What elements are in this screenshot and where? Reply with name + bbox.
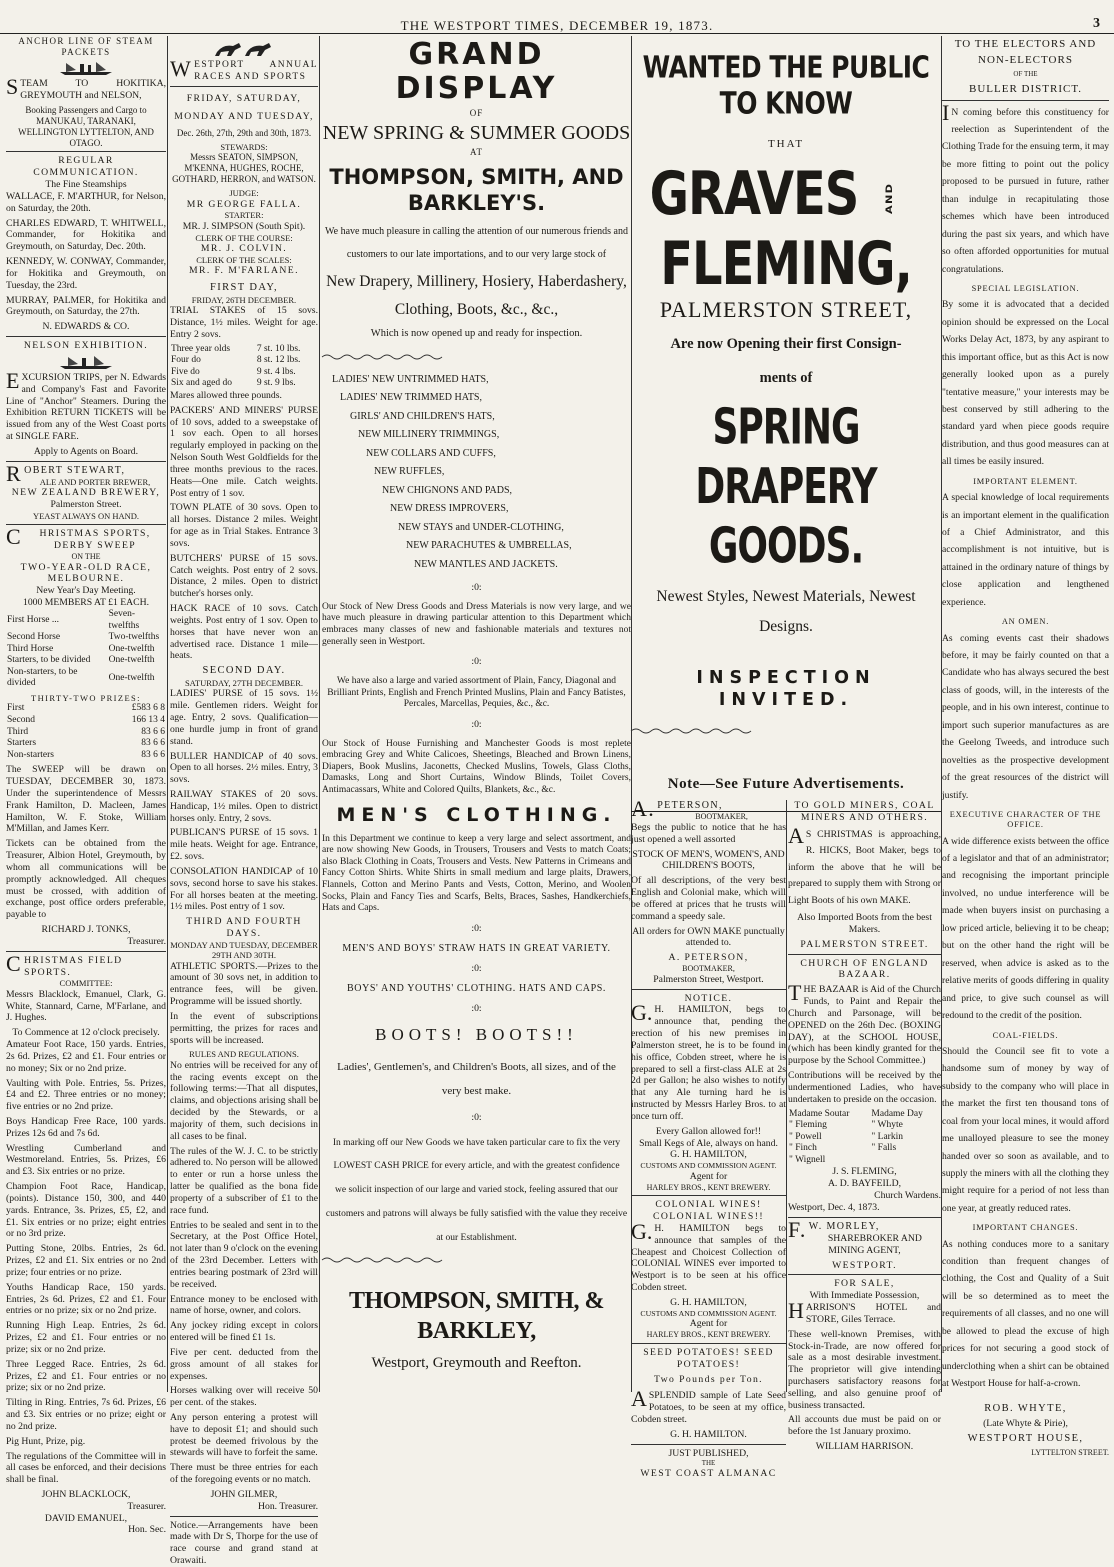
morley-town: WESTPORT. (832, 1259, 897, 1271)
table-row: Six and aged do 9 st. 9 lbs. (171, 378, 296, 389)
wardens-role: Church Wardens. (874, 1190, 941, 1202)
peterson-name: A.PETERSON, (631, 796, 723, 821)
list-item: NEW MILLINERY TRIMMINGS, (358, 429, 500, 441)
course-notice: Notice.—Arrangements have been made with Dr S, Thorpe for the use of race course and grand stand at Orawaiti. (170, 1519, 318, 1567)
tonks-signature: RICHARD J. TONKS, (41, 924, 131, 936)
judge-heading: JUDGE: (229, 188, 259, 199)
table-row: Four do 8 st. 12 lbs. (171, 355, 301, 366)
boys-clothing-line: BOYS' AND YOUTHS' CLOTHING. HATS AND CAPS. (346, 982, 606, 994)
small-ads (631, 796, 941, 1479)
harrison-signature: WILLIAM HARRISON. (815, 1441, 914, 1453)
column-rule (167, 36, 168, 1392)
list-item: LADIES' NEW TRIMMED HATS, (340, 392, 482, 404)
notice-heading: NOTICE. (684, 992, 733, 1004)
wavy-divider (631, 727, 751, 735)
list-item: NEW DRESS IMPROVERS, (390, 503, 509, 515)
first-day-heading: FIRST DAY, (209, 282, 279, 294)
hamilton-small-kegs: Small Kegs of Ale, always on hand. (639, 1137, 778, 1149)
table-row: First Horse ... Seven-twelfths (7, 608, 140, 631)
weights-table (170, 344, 318, 390)
mares-allowance: Mares allowed three pounds. (170, 390, 282, 401)
coal-fields-heading: COAL-FIELDS. (992, 1030, 1059, 1040)
xmas-race: TWO-YEAR-OLD RACE, MELBOURNE. (20, 561, 152, 585)
important-element-heading: IMPORTANT ELEMENT. (973, 476, 1078, 486)
tsb-footer: THOMPSON, SMITH, & BARKLEY, (348, 1288, 604, 1345)
committee-list: Messrs Blacklock, Emanuel, Clark, G. White, Stannard, Carne, M'Farlane, and J. Hughes. (6, 988, 166, 1024)
event-item: Youths Handicap Race, 150 yards. Entries, 2s 6d. Prizes, £2 and £1. Four entries or no prize; six or no 2nd prize. (6, 1281, 166, 1317)
anchor-booking: Booking Passengers and Cargo to MANUKAU, TARANAKI, WELLINGTON LYTTELTON, AND OTAGO. (18, 104, 154, 148)
table-row: First £583 6 8 (7, 703, 165, 714)
race-dates: Dec. 26th, 27th, 29th and 30th, 1873. (176, 128, 312, 139)
small-ads-right (788, 800, 941, 1453)
rule-item: Entries to be sealed and sent in to the Secretary, at the Post Office Hotel, not later than 9 o'clock on the evening of the 23rd December. Letters with entries bearing postmark of 23rd will be received. (170, 1219, 318, 1290)
stewart-street: Palmerston Street. (50, 499, 122, 511)
peterson-address: Palmerston Street, Westport. (653, 973, 764, 985)
table-row: Non-starters, to be divided One-twelfth (7, 666, 155, 689)
table-row: Three year olds 7 st. 10 lbs. (171, 343, 301, 354)
table-row: " Fleming " Whyte (789, 1120, 903, 1131)
important-element-text: A special knowledge of local requirements is an important element in the qualification of a Chief Administrator, and this accomplishment is not intuitive, but is attained in the ordinary nature of things by close application and lengthened experience. (942, 492, 1109, 608)
mens-clothing-text: In this Department we continue to keep a very large and select assortment, and are now showing New Goods, in Trousers, Trousers and Vests to match Coats; also Black Clothing in Coats, Trousers and Vests. New Patterns in Crimeans and Fancy Cotton Shirts. White Shirts in small medium and large plaits, Drawers, Flannels, Cotton and Merino Pants and Vests, Cotton, Merino, and Woolen Socks, Plain and Fancy Ties and Scarfs, Belts, Braces, Sashes, Handkerchiefs, Hats and Caps. (322, 833, 631, 914)
third-fourth-heading: THIRD AND FOURTH DAYS. (186, 916, 302, 940)
important-changes-heading: IMPORTANT CHANGES. (972, 1223, 1079, 1233)
hamilton-ale-notice: G.H. HAMILTON, begs to announce that, pending the erection of his new premises in Palmerston street, he is to be found in his office, Cobden street, where he is prepared to sell a first-class ALE at 2s 2d per Gallon; he also wishes to notify that any Ale turning hard he is instructed by Messrs Harley Bros. to at once turn off. (631, 1000, 786, 1122)
just-published: JUST PUBLISHED, (668, 1447, 749, 1459)
horse-race-icon (209, 38, 279, 58)
marking-line: LOWEST CASH PRICE for every article, and with the greatest confidence (333, 1161, 620, 1172)
rule-item: Entrance money to be enclosed with name of horse, owner, and colors. (170, 1293, 318, 1317)
rule-item: Any jockey riding except in colors entered will be fined £1 1s. (170, 1320, 318, 1344)
section-divider: :0: (471, 718, 482, 730)
gold-miners-heading: TO GOLD MINERS, COAL MINERS AND OTHERS. (794, 800, 935, 823)
omen-heading: AN OMEN. (1001, 617, 1050, 627)
field-sports-heading: CHRISTMAS FIELD SPORTS. (6, 950, 123, 978)
hamilton-sign: G. H. HAMILTON, (670, 1296, 747, 1308)
hicks-street: PALMERSTON STREET. (800, 938, 929, 950)
list-item: NEW PARACHUTES & UMBRELLAS, (406, 540, 572, 552)
opening-line: ments of (759, 370, 813, 387)
drapery-headline: New Drapery, Millinery, Hosiery, Haberdashery, (326, 272, 627, 290)
list-item: NEW STAYS and UNDER-CLOTHING, (398, 521, 564, 533)
newspaper-title: THE WESTPORT TIMES, DECEMBER 19, 1873. (400, 18, 714, 33)
railway-stakes: RAILWAY STAKES of 20 sovs. Handicap, 1½ miles. Open to district horses only. Entry, 2 sovs. (170, 789, 318, 824)
marking-line: we solicit inspection of our large and varied stock, feeling assured that our (335, 1185, 618, 1195)
section-divider: :0: (471, 656, 482, 668)
and-word: AND (885, 182, 896, 214)
spring-drapery-headline: SPRING DRAPERY GOODS. (695, 400, 877, 575)
column-3 (322, 36, 631, 1392)
seed-price: Two Pounds per Ton. (653, 1374, 764, 1386)
graves-fleming-headline (631, 159, 941, 299)
almanac-title: WEST COAST ALMANAC (640, 1467, 777, 1479)
newest-line: Newest Styles, Newest Materials, Newest (656, 588, 916, 606)
peterson-sign: A. PETERSON, (668, 952, 749, 964)
emanuel-signature: DAVID EMANUEL, (44, 1512, 128, 1524)
table-row: Five do 9 st. 4 lbs. (171, 366, 296, 377)
third-fourth-date: MONDAY AND TUESDAY, DECEMBER 29TH AND 30TH. (170, 939, 318, 961)
church-bazaar-heading: CHURCH OF ENGLAND BAZAAR. (800, 957, 929, 981)
first-day-date: FRIDAY, 26TH DECEMBER. (191, 294, 297, 305)
morley-trade: SHAREBROKER AND MINING AGENT, (827, 1232, 922, 1256)
wardens-date: Westport, Dec. 4, 1873. (788, 1201, 880, 1213)
marking-line: at our Establishment. (436, 1232, 517, 1243)
small-ads-left (631, 796, 786, 1480)
clerk-scales-name: MR. F. M'FARLANE. (189, 265, 299, 277)
tickets-text: Tickets can be obtained from the Treasurer, Albion Hotel, Greymouth, by whom all communications will be promptly acknowledged. All cheques must be crossed, with addition of exchange, post office orders preferable, payable to (6, 838, 166, 921)
list-item: GIRLS' AND CHILDREN'S HATS, (350, 410, 495, 422)
for-sale-accounts: All accounts due must be paid on or before the 1st January proximo. (788, 1414, 941, 1438)
list-item: NEW COLLARS AND CUFFS, (366, 447, 496, 459)
tsb-headline: THOMPSON, SMITH, AND BARKLEY'S. (329, 164, 624, 215)
excursion-text: EXCURSION TRIPS, per N. Edwards and Company's Fast and Favorite Line of "Anchor" Steamers. During the Exhibition RETURN TICKETS will be issued from any of the West Coast ports at SINGLE FARE. (6, 367, 166, 443)
seed-potatoes-heading: SEED POTATOES! SEED POTATOES! (643, 1346, 774, 1370)
peterson-text2: Of all descriptions, of the very best English and Colonial make, which will be offered at prices that he trusts will command a speedy sale. (631, 875, 786, 922)
stewart-name: ROBERT STEWART, (6, 460, 126, 486)
clerk-course-heading: CLERK OF THE COURSE: (195, 232, 293, 243)
table-row: Second 166 13 4 (7, 714, 165, 725)
for-sale-sub: With Immediate Possession, (809, 1290, 920, 1302)
table-row: Third Horse One-twelfth (7, 643, 155, 654)
list-item: NEW CHIGNONS AND PADS, (382, 484, 513, 496)
event-item: Three Legged Race. Entries, 2s 6d. Prizes, £2 and £1. Four entries or no prize; six or no 2nd prize. (6, 1358, 166, 1394)
prints-text: We have also a large and varied assortment of Plain, Fancy, Diagonal and Brilliant Prints, English and French Printed Muslins, Plain and Fancy Batistes, Percales, Marcellas, Pequies, &c., &c. (327, 676, 626, 710)
blacklock-signature: JOHN BLACKLOCK, (41, 1489, 131, 1500)
prizes-table (6, 703, 166, 761)
publicans-purse: PUBLICAN'S PURSE of 15 sovs. 1 mile heats. Weight for age. Entrance, £2. sovs. (170, 827, 318, 863)
section-divider: :0: (471, 922, 482, 934)
omen-text: As coming events cast their shadows before, it may be fairly counted on that a Candidate who has always secured the best class of goods, will, in the interests of the people, and in his own interest, continue to import such superior manufactures as are the Geelong Tweeds, and introduce such novelties as the prospective development of the great resources of the district will justify. (942, 632, 1109, 801)
hamilton-wines-notice: G.H. HAMILTON begs to announce that samples of the Cheapest and Choicest Collection of COLONIAL WINES ever imported to Westport is to be seen at his office Cobden street. (631, 1218, 786, 1294)
hack-race: HACK RACE of 10 sovs. Catch weights. Post entry of 1 sov. Open to horses that have never won an advertised race. Distance 1 mile—heats. (170, 603, 318, 662)
palmerston-street-headline: PALMERSTON STREET, (659, 297, 913, 323)
subscriptions-note: In the event of subscriptions permitting, the prizes for races and sports will be increased. (170, 1010, 318, 1046)
event-item: Putting Stone, 20lbs. Entries, 2s 6d. Prizes, £2 and £1. Six entries or no 2nd prize; four entries or no prize. (6, 1243, 166, 1278)
peterson-text: Begs the public to notice that he has just opened a well assorted (631, 821, 786, 845)
section-divider: :0: (471, 1111, 482, 1123)
anchor-line-text: STEAM TO HOKITIKA, GREYMOUTH and NELSON, (6, 73, 166, 101)
table-row: Second Horse Two-twelfths (7, 632, 160, 643)
list-item: NEW RUFFLES, (374, 466, 445, 478)
wavy-divider (322, 1256, 442, 1264)
event-item: Wrestling Cumberland and Westmoreland. Entries, 5s. Prizes, £6 and £3. Six entries or no prize. (6, 1142, 166, 1178)
warden-name: J. S. FLEMING, (832, 1166, 897, 1178)
fleming-word: FLEMING, (660, 229, 912, 300)
electors-heading: NON-ELECTORS (978, 54, 1073, 66)
warden-name: A. D. BAYFEILD, (827, 1178, 902, 1190)
electors-heading: TO THE ELECTORS AND (954, 38, 1097, 50)
almanac-the: THE (701, 1459, 716, 1468)
stock-dress-text: Our Stock of New Dress Goods and Dress Materials is now very large, and we have much pleasure in drawing particular attention to this Department which embraces many classes of new and fashionable materials and textures not generally seen in Westport. (322, 601, 631, 647)
rule-item: Five per cent. deducted from the gross amount of all stakes for expenses. (170, 1346, 318, 1382)
colonial-wines-heading: COLONIAL WINES! COLONIAL WINES!! (653, 1199, 764, 1223)
xmas-meeting: New Year's Day Meeting. (36, 585, 136, 597)
rule-item: The rules of the W. J. C. to be strictly adhered to. No person will be allowed to enter or run a horse unless the latter be qualified as the bona fide property of a subscriber of £1 to the race fund. (170, 1145, 318, 1216)
event-item: Amateur Foot Race, 150 yards. Entries, 2s 6d. Prizes, £2 and £1. Four entries or no money; Six or no 2nd prize. (6, 1039, 166, 1074)
clothing-headline: Clothing, Boots, &c., &c., (394, 300, 559, 318)
seed-sign: G. H. HAMILTON. (670, 1428, 747, 1440)
boots-line: very best make. (441, 1085, 512, 1098)
hamilton-harley: HARLEY BROS., KENT BREWERY. (646, 1182, 771, 1192)
peterson-trade: BOOTMAKER, (695, 812, 748, 822)
boots-headline: BOOTS! BOOTS!! (375, 1024, 578, 1044)
items-list (322, 371, 631, 575)
hamilton-role: CUSTOMS AND COMMISSION AGENT. (640, 1161, 777, 1171)
xmas-members: 1000 MEMBERS AT £1 EACH. (22, 597, 150, 609)
ship-schedule: MURRAY, PALMER, for Hokitika and Greymouth, on Saturday, the 27th. (6, 294, 166, 318)
executive-heading: EXECUTIVE CHARACTER OF THE OFFICE. (949, 810, 1102, 830)
event-item: Champion Foot Race, Handicap, (points). Distance 150, 300, and 440 yards. Entrance, 3s. Prizes, £5, £2, and £1. Six entries or no prize; eight entries or no 3rd prize. (6, 1181, 166, 1240)
column-4 (631, 36, 941, 1479)
wanted-headline: WANTED THE PUBLIC TO KNOW (642, 50, 930, 121)
masthead (0, 6, 1114, 34)
horse-shares-table (6, 609, 166, 690)
coal-fields-text: Should the Council see fit to vote a handsome sum of money by way of subsidy to the company who will place in the market the first ten thousand tons of coal from your local mines, it would afford me unalloyed pleasure to see the money handed over so soon as available, and to supply the miners with all the clothing they might require for a period of not less than one year, at greatly reduced rates. (942, 1045, 1109, 1214)
peterson-stock: STOCK OF MEN'S, WOMEN'S, AND CHILDREN'S BOOTS, (632, 848, 785, 872)
for-sale-text: These well-known Premises, with Stock-in-Trade, are now offered for sale as a most desirable investment. The proprietor will give intending purchasers satisfactory reasons for selling, and also genuine proof of business transacted. (788, 1328, 941, 1411)
prizes-heading: THIRTY-TWO PRIZES: (31, 693, 141, 704)
contributions-text: Contributions will be received by the undermentioned Ladies, who have undertaken to preside on the occasion. (788, 1070, 941, 1105)
trial-stakes: TRIAL STAKES of 15 sovs. Distance, 1½ miles. Weight for age. Entry 2 sovs. (170, 305, 318, 340)
mens-clothing-headline: MEN'S CLOTHING. (336, 804, 617, 827)
table-row: Non-starters 83 6 6 (7, 749, 165, 760)
packers-purse: PACKERS' AND MINERS' PURSE of 10 sovs, added to a sweepstake of 1 sov each. Open to all horses regularly employed in packing on the Nelson South West Goldfields for the three months previous to the races. Heats—One mile. Catch weights. Post entry of 1 sov. (170, 404, 318, 499)
column-5 (942, 36, 1109, 1458)
table-row: Third 83 6 6 (7, 726, 165, 737)
house-furnishing-text: Our Stock of House Furnishing and Manchester Goods is most replete embracing Grey and White Calicoes, Sheetings, Bleached and Brown Linens, Diapers, Book Muslins, Jaconetts, Checked Muslins, Towels, Glass Cloths, Damasks, Long and Short Curtains, Window Blinds, Toilet Covers, Antimacassars, White and Colored Quilts, Blankets, &c., &c. (322, 738, 631, 795)
executive-text: A wide difference exists between the office of a legislator and that of an administrator; and recognising the important principle involved, no undue interference will be made when buyers insist on purchasing a low priced article, believing it to be cheap; but on the other hand the right will be reserved, when advice is asked as to the relative merits of goods differing in quality and price, to give such counsel as will redound to the credit of the position. (942, 835, 1109, 1022)
stewart-trade: ALE AND PORTER BREWER, (39, 476, 151, 487)
special-legislation-text: By some it is advocated that a decided opinion should be expressed on the Local Works Delay Act, 1873, by any aspirant to this important office, but as this Act is now generally looked upon as a purely "tentative measure," your interests may be best conserved by still adhering to the standard yard when piece goods require distribution, and thus good measures can at all times be easily insured. (942, 299, 1109, 468)
hamilton-agent: Agent for (689, 1318, 728, 1330)
consolation-handicap: CONSOLATION HANDICAP of 10 sovs, second horse to save his stakes. For all horses beaten at the meeting. 1½ miles. Post entry of 1 sov. (170, 865, 318, 913)
hamilton-agent: Agent for (689, 1170, 728, 1182)
xmas-on: ON THE (71, 551, 101, 561)
newest-line: Designs. (759, 618, 813, 636)
stewart-yeast: YEAST ALWAYS ON HAND. (32, 510, 140, 521)
table-row: Starters 83 6 6 (7, 738, 165, 749)
of-the-label: OF THE (1013, 70, 1038, 78)
stewart-brewery: NEW ZEALAND BREWERY, (11, 487, 161, 499)
event-item: Pig Hunt, Prize, pig. (6, 1435, 86, 1447)
clerk-scales-heading: CLERK OF THE SCALES: (196, 254, 292, 265)
intro-line: We have much pleasure in calling the attention of our numerous friends and (325, 225, 628, 237)
stewards-list: Messrs SEATON, SIMPSON, M'KENNA, HUGHES, ROCHE, GOTHARD, HERRON, and WATSON. (172, 152, 316, 185)
tonks-role: Treasurer. (127, 935, 166, 947)
rule-item: There must be three entries for each of the foregoing events or no match. (170, 1462, 318, 1486)
grand-display-headline: GRAND DISPLAY (395, 37, 558, 106)
hamilton-role: CUSTOMS AND COMMISSION AGENT. (640, 1308, 777, 1318)
straw-hats-line: MEN'S AND BOYS' STRAW HATS IN GREAT VARIETY. (342, 942, 611, 954)
regular-communication: REGULAR COMMUNICATION. (33, 155, 139, 179)
list-item: LADIES' NEW UNTRIMMED HATS, (332, 373, 489, 385)
gilmer-role: Hon. Treasurer. (257, 1500, 318, 1512)
hicks-also: Also Imported Boots from the best Makers. (797, 912, 932, 935)
hamilton-every-gallon: Every Gallon allowed for!! (655, 1125, 762, 1137)
fine-steamships: The Fine Steamships (45, 179, 127, 191)
nelson-exhibition-heading: NELSON EXHIBITION. (23, 340, 149, 352)
table-row: " Wignell (789, 1154, 826, 1165)
ladies-table (788, 1109, 941, 1167)
sweep-draw: The SWEEP will be drawn on TUESDAY, DECEMBER 30, 1873. Under the superintendence of Messrs Frank Hamilton, D. Macleen, James Hamilton, W. F. Stoke, William M'Millan, and James Kerr. (6, 764, 166, 835)
section-divider: :0: (471, 962, 482, 974)
inspection-invited: INSPECTION INVITED. (696, 668, 876, 710)
clerk-course-name: MR. J. COLVIN. (200, 243, 288, 255)
xmas-sports-heading: CHRISTMAS SPORTS, DERBY SWEEP (6, 524, 151, 552)
intro-line: customers to our late importations, and to our very large stock of (346, 248, 607, 260)
peterson-orders: All orders for OWN MAKE punctually attended to. (632, 925, 785, 949)
ship-schedule: WALLACE, F. M'ARTHUR, for Nelson, on Saturday, the 20th. (6, 190, 166, 214)
table-row: Starters, to be divided One-twelfth (7, 655, 155, 666)
stewards-heading: STEWARDS: (220, 142, 268, 153)
event-item: Vaulting with Pole. Entries, 5s. Prizes, £4 and £2. Three entries or no money; five entries or no 2nd prize. (6, 1077, 166, 1113)
peterson-sign-trade: BOOTMAKER, (682, 964, 735, 974)
races-heading: WESTPORT ANNUAL RACES AND SPORTS (170, 56, 318, 82)
westport-house: WESTPORT HOUSE, (967, 1433, 1084, 1445)
signature-role: Hon. Sec. (128, 1524, 166, 1536)
opening-line: Are now Opening their first Consign- (670, 336, 902, 353)
section-divider: :0: (471, 1002, 482, 1014)
marking-line: In marking off our New Goods we have taken particular care to fix the very (332, 1137, 621, 1148)
steamship-icon (56, 60, 116, 76)
anchor-line-heading: ANCHOR LINE OF STEAM PACKETS (18, 36, 154, 57)
ladies-purse: LADIES' PURSE of 15 sovs. 1½ mile. Gentlemen riders. Weight for age. Entry, 2 sovs. Qualification—one hurdle jump in front of grand stand. (170, 688, 318, 747)
buller-district: BULLER DISTRICT. (969, 82, 1082, 95)
column-2 (170, 36, 318, 1567)
lyttelton-street: LYTTELTON STREET. (1031, 1448, 1109, 1458)
rule-item: Horses walking over will receive 50 per cent. of the stakes. (170, 1385, 318, 1409)
wavy-divider (322, 353, 442, 361)
towns-line: Westport, Greymouth and Reefton. (371, 1355, 582, 1372)
intro-text: IN coming before this constituency for reelection as Superintendent of the Clothing Trade for the ensuing term, it may be more fitting to point out the policy proposed to be pursued in future, rather than indulge in recapitulating those schemes which have been introduced during the past six years, and which have so often afforded opportunities for mutual congratulations. (942, 99, 1109, 275)
new-spring-headline: NEW SPRING & SUMMER GOODS (322, 121, 631, 144)
steamship-icon (56, 354, 116, 370)
buller-handicap: BULLER HANDICAP of 40 sovs. Open to all horses. 2½ miles. Entry, 3 sovs. (170, 750, 318, 786)
commence-time: To Commence at 12 o'clock precisely. (12, 1027, 160, 1039)
page-number: 3 (1093, 16, 1100, 31)
hamilton-sign: G. H. HAMILTON, (670, 1149, 747, 1161)
signature-role: Treasurer. (127, 1500, 166, 1512)
rules-heading: RULES AND REGULATIONS. (189, 1049, 299, 1060)
harrisons-hotel: HARRISON'S HOTEL and STORE, Giles Terrace. (788, 1298, 941, 1325)
town-plate: TOWN PLATE of 30 sovs. Open to all horses. Distance 2 miles. Weight for age as in Trial Stakes. Entrance 3 sovs. (170, 502, 318, 549)
of-label: OF (469, 108, 484, 118)
ship-schedule: CHARLES EDWARD, T. WHITWELL, Commander, for Hokitika and Greymouth, on Saturday, Dec. 20th. (6, 217, 166, 253)
butchers-purse: BUTCHERS' PURSE of 15 sovs. Catch weights. Post entry of 2 sovs. Distance, 2 miles. Open to district butcher's horses only. (170, 552, 318, 600)
starter-name: MR. J. SIMPSON (South Spit). (182, 220, 306, 232)
athletic-sports: ATHLETIC SPORTS.—Prizes to the amount of 30 sovs net, in addition to entrance fees, will be given. Programme will be issued shortly. (170, 960, 318, 1008)
that-label: THAT (767, 138, 805, 150)
whyte-signature: ROB. WHYTE, (984, 1402, 1067, 1414)
seed-text: ASPLENDID sample of Late Seed Potatoes, to be seen at my office, Cobden street. (631, 1386, 786, 1425)
ship-schedule: KENNEDY, W. CONWAY, Commander, for Hokitika and Greymouth, on Tuesday, the 23rd. (6, 256, 166, 291)
starter-heading: STARTER: (224, 210, 264, 221)
hicks-text: AS CHRISTMAS is approaching, R. HICKS, Boot Maker, begs to inform the above that he will be prepared to supply them with Strong or Light Boots of his own MAKE. (788, 822, 941, 906)
morley-name: F.W. MORLEY, (788, 1216, 880, 1242)
table-row: " Finch " Falls (789, 1143, 897, 1154)
committee-heading: COMMITTEE: (59, 978, 113, 989)
list-item: NEW MANTLES AND JACKETS. (414, 558, 558, 570)
special-legislation-heading: SPECIAL LEGISLATION. (971, 284, 1080, 294)
bazaar-text: THE BAZAAR is Aid of the Church Funds, to Paint and Repair the Church and Parsonage, will be OPENED on the 26th Dec. (BOXING DAY), at the SCHOOL HOUSE, (which has been kindly granted for the purpose by the School Committee.) (788, 980, 941, 1067)
at-label: AT (470, 146, 483, 157)
for-sale-heading: FOR SALE, (834, 1278, 895, 1290)
table-row: Madame Soutar Madame Day (789, 1108, 923, 1119)
event-item: Tilting in Ring. Entries, 7s 6d. Prizes, £6 and £3. Six entries or no prize; eight or no 2nd prize. (6, 1397, 166, 1432)
judge-name: MR GEORGE FALLA. (186, 198, 302, 210)
graves-word: GRAVES (649, 159, 859, 230)
whyte-sub: (Late Whyte & Pirie), (983, 1418, 1068, 1430)
event-item: Boys Handicap Free Race, 100 yards. Prizes 12s 6d and 7s 6d. (6, 1115, 166, 1139)
second-day-date: SATURDAY, 27TH DECEMBER. (184, 678, 304, 689)
marking-line: customers and patrons will always be fully satisfied with the value they receive (325, 1208, 628, 1219)
important-changes-text: As nothing conduces more to a sanitary condition than frequent changes of clothing, the Cost and Quality of a Suit will be so determined as to meet the requirements of all classes, and no one will be allowed to plead the excuse of high prices for not securing a good stock of underclothing when a shirt can be obtained at Westport House for half-a-crown. (942, 1238, 1109, 1390)
apply-agents: Apply to Agents on Board. (33, 445, 139, 457)
event-item: Running High Leap. Entries, 2s 6d. Prizes, £2 and £1. Four entries or no prize; six or no 2nd prize. (6, 1320, 166, 1355)
boots-line: Ladies', Gentlemen's, and Children's Boots, all sizes, and of the (337, 1061, 616, 1074)
section-divider: :0: (471, 582, 482, 594)
second-day-heading: SECOND DAY. (202, 665, 286, 677)
hamilton-harley: HARLEY BROS., KENT BREWERY. (646, 1330, 771, 1340)
rule-item: Any person entering a protest will have to deposit £1; and should such protest be deemed frivolous by the stewards will have to forfeit the same. (170, 1412, 318, 1459)
race-days: FRIDAY, SATURDAY, MONDAY AND TUESDAY, (174, 93, 314, 122)
future-ads-note: Note—See Future Advertisements. (667, 775, 905, 792)
regulations-text: The regulations of the Committee will in all cases be enforced, and their decisions shall be final. (6, 1450, 166, 1486)
which-line: Which is now opened up and ready for inspection. (370, 327, 583, 339)
table-row: " Powell " Larkin (789, 1131, 903, 1142)
rule-item: No entries will be received for any of the racing events except on the following terms:—That all disputes, claims, and objections arising shall be decided by the Stewards, or a majority of them, such decisions in all cases to be final. (170, 1059, 318, 1142)
column-rule (319, 36, 320, 1392)
column-1 (6, 36, 166, 1536)
gilmer-signature: JOHN GILMER, (210, 1488, 278, 1500)
ships-signature: N. EDWARDS & CO. (42, 321, 130, 333)
